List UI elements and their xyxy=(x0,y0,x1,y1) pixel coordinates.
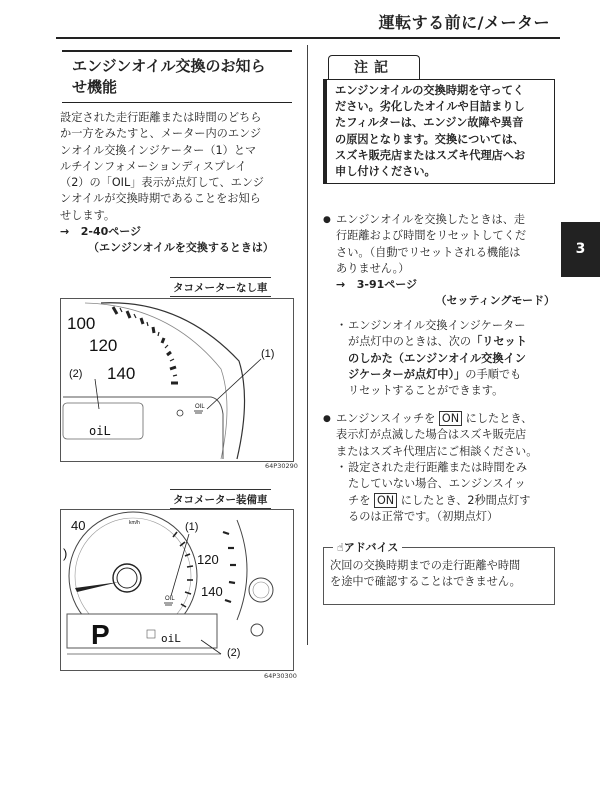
subbullet-line xyxy=(348,351,555,367)
section-title xyxy=(62,50,292,103)
bullet-line: 行距離および時間をリセットしてくだ xyxy=(336,229,527,243)
gear-indicator: P xyxy=(91,619,110,650)
section-title-line1: エンジンオイル交換のお知ら xyxy=(72,57,266,75)
text-span: にしたとき、2秒間点灯す xyxy=(400,493,531,507)
text-span: にしたとき、 xyxy=(465,412,533,425)
on-switch-label: ON xyxy=(374,493,397,508)
subbullet-line: るのは正常です。（初期点灯） xyxy=(348,509,499,523)
scale-label-140: 140 xyxy=(201,584,223,599)
body-line: ルチインフォメーションディスプレイ xyxy=(60,159,247,173)
bullet-line xyxy=(336,411,555,427)
text-span: の手順でも xyxy=(465,367,522,381)
reference-page: 2-40ページ xyxy=(80,225,142,239)
bullet-line: 表示灯が点滅した場合はスズキ販売店 xyxy=(336,428,527,442)
caution-tab: 注記 xyxy=(328,55,420,80)
speedometer-illustration xyxy=(61,299,293,461)
callout-1: (1) xyxy=(185,521,199,533)
section-body xyxy=(60,110,296,257)
subbullet-line: リセットすることができます。 xyxy=(348,384,504,398)
figure1-caption: タコメーターなし車 xyxy=(170,277,271,297)
bullet-line: エンジンオイルを交換したときは、走 xyxy=(336,213,526,226)
page-reference xyxy=(336,277,555,293)
figure2-caption: タコメーター装備車 xyxy=(170,489,271,509)
bullet-line: さい。（自動でリセットされる機能は xyxy=(336,245,521,259)
chapter-tab: 3 xyxy=(561,222,600,277)
subbullet-line: エンジンオイル交換インジケーター xyxy=(348,319,526,332)
figure2-code: 64P30300 xyxy=(264,672,297,680)
tachometer-illustration xyxy=(61,510,293,670)
subbullet-mark: ・ xyxy=(336,461,348,474)
gauge-label-100: 100 xyxy=(67,314,96,333)
caution-line: ださい。劣化したオイルや目詰まりし xyxy=(335,100,525,114)
section-title-line2: せ機能 xyxy=(72,78,118,96)
oil-indicator-icon: OIL xyxy=(165,596,175,602)
subbullet-line xyxy=(348,334,555,350)
arrow-icon: → xyxy=(336,278,346,292)
advice-line: 次回の交換時期までの走行距離や時間 xyxy=(330,559,521,572)
header-rule xyxy=(56,37,560,39)
oil-display-text: oiL xyxy=(89,424,111,438)
caution-box xyxy=(323,79,555,184)
scale-label-120: 120 xyxy=(197,552,219,567)
bullet-reset-after-change xyxy=(323,212,555,310)
bullet-line: またはスズキ代理店にご相談ください。 xyxy=(336,444,538,458)
bullet-line: ありません。） xyxy=(336,261,410,275)
gauge-label-120: 120 xyxy=(89,336,118,355)
reference-page: 3-91ページ xyxy=(356,278,418,292)
bullet-mark: ● xyxy=(323,215,331,225)
subbullet-line xyxy=(348,367,555,383)
body-line: か一方をみたすと、メーター内のエンジ xyxy=(60,127,262,141)
gauge-label-140: 140 xyxy=(107,364,136,383)
figure1-meter-without-tachometer xyxy=(60,298,294,462)
on-switch-label: ON xyxy=(439,411,462,426)
caution-line: エンジンオイルの交換時期を守ってく xyxy=(335,84,525,97)
kmh-label: km/h xyxy=(129,520,140,526)
reference-title: （エンジンオイルを交換するときは） xyxy=(88,241,274,255)
body-line: ンオイルが交換時期であることをお知ら xyxy=(60,192,261,206)
bold-span: 「リセット xyxy=(471,335,527,349)
scale-label-40: 40 xyxy=(71,518,86,533)
oil-indicator-icon: OIL xyxy=(195,404,205,410)
callout-2: (2) xyxy=(69,368,83,380)
text-span: チを xyxy=(348,493,371,507)
arrow-icon: → xyxy=(60,225,70,239)
bold-span: のしかた（エンジンオイル交換イン xyxy=(348,351,526,365)
subbullet-initial-lighting xyxy=(336,460,555,525)
oil-display-text: oiL xyxy=(161,632,181,645)
body-line: 設定された走行距離または時間のどちら xyxy=(60,111,262,124)
caution-line: の原因となります。交換については、 xyxy=(335,132,525,146)
page-header-title: 運転する前に/メーター xyxy=(378,13,550,32)
subbullet-line xyxy=(348,493,555,509)
text-span: エンジンスイッチを xyxy=(336,412,436,425)
caution-line: たフィルターは、エンジン故障や異音 xyxy=(335,116,524,130)
advice-label xyxy=(333,539,402,555)
body-line: ンオイル交換インジケーター（1）とマ xyxy=(60,143,257,157)
subbullet-line: たしていない場合、エンジンスイッ xyxy=(348,477,526,491)
advice-text xyxy=(330,558,550,590)
bullet-indicator-blinking xyxy=(323,411,555,460)
column-divider xyxy=(307,45,308,645)
callout-1: (1) xyxy=(261,348,275,360)
bullet-mark: ● xyxy=(323,414,331,424)
pointing-hand-icon: ☝ xyxy=(337,541,344,554)
subbullet-mark: ・ xyxy=(336,319,348,332)
body-line: せします。 xyxy=(60,208,116,222)
figure1-code: 64P30290 xyxy=(265,462,298,470)
reference-title: （セッティングモード） xyxy=(435,294,555,308)
body-line: （2）の「OIL」表示が点灯して、エンジ xyxy=(60,176,264,190)
page-reference xyxy=(60,224,296,240)
svg-text:): ) xyxy=(63,546,68,561)
callout-2: (2) xyxy=(227,647,241,659)
figure2-meter-with-tachometer xyxy=(60,509,294,671)
caution-line: 申し付けください。 xyxy=(335,165,436,179)
advice-label-text: アドバイス xyxy=(343,541,399,554)
caution-line: スズキ販売店またはスズキ代理店へお xyxy=(335,148,526,162)
advice-line: を途中で確認することはできません。 xyxy=(330,575,521,588)
subbullet-reset-procedure xyxy=(336,318,555,399)
text-span: が点灯中のときは、次の xyxy=(348,335,472,349)
subbullet-line: 設定された走行距離または時間をみ xyxy=(348,461,528,474)
bold-span: ジケーターが点灯中）」 xyxy=(348,367,466,381)
